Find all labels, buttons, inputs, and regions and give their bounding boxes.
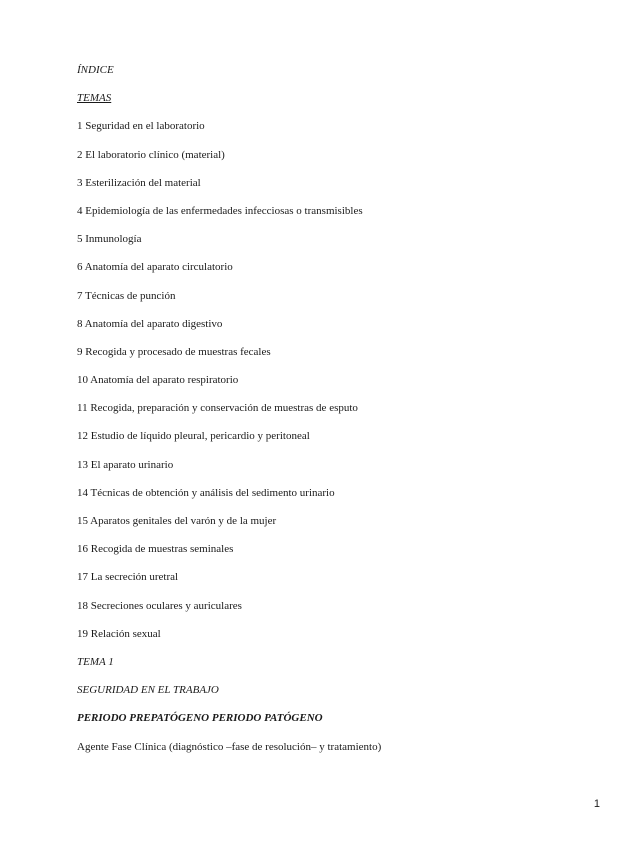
toc-item: 16 Recogida de muestras seminales — [77, 543, 234, 556]
period-heading: PERIODO PREPATÓGENO PERIODO PATÓGENO — [77, 712, 323, 725]
page-content — [77, 64, 597, 769]
toc-item: 8 Anatomía del aparato digestivo — [77, 317, 223, 330]
toc-item: 10 Anatomía del aparato respiratorio — [77, 374, 239, 387]
index-heading: ÍNDICE — [77, 64, 114, 76]
section-title: SEGURIDAD EN EL TRABAJO — [77, 684, 219, 697]
toc-item: 19 Relación sexual — [77, 627, 161, 640]
toc-item: 5 Inmunología — [77, 233, 142, 246]
toc-item: 13 El aparato urinario — [77, 458, 174, 471]
toc-item: 17 La secreción uretral — [77, 571, 179, 584]
toc-item: 15 Aparatos genitales del varón y de la mujer — [77, 515, 277, 527]
table-of-contents — [77, 120, 597, 640]
toc-item: 18 Secreciones oculares y auriculares — [77, 599, 242, 612]
toc-item: 6 Anatomía del aparato circulatorio — [77, 261, 233, 274]
section-label: TEMA 1 — [77, 655, 114, 668]
page-number: 1 — [593, 798, 600, 810]
toc-item: 2 El laboratorio clínico (material) — [77, 148, 225, 161]
toc-item: 9 Recogida y procesado de muestras fecales — [77, 345, 271, 358]
toc-item: 4 Epidemiología de las enfermedades infecciosas o transmisibles — [77, 204, 363, 217]
toc-item: 7 Técnicas de punción — [77, 289, 176, 302]
toc-item: 14 Técnicas de obtención y análisis del sedimento urinario — [77, 486, 335, 499]
toc-item: 11 Recogida, preparación y conservación de muestras de esputo — [77, 402, 358, 415]
toc-item: 3 Esterilización del material — [77, 176, 201, 189]
topics-subheading: TEMAS — [77, 92, 112, 105]
toc-item: 12 Estudio de líquido pleural, pericardio y peritoneal — [77, 430, 310, 443]
body-line: Agente Fase Clínica (diagnóstico –fase de resolución– y tratamiento) — [77, 740, 382, 753]
toc-item: 1 Seguridad en el laboratorio — [77, 120, 205, 133]
